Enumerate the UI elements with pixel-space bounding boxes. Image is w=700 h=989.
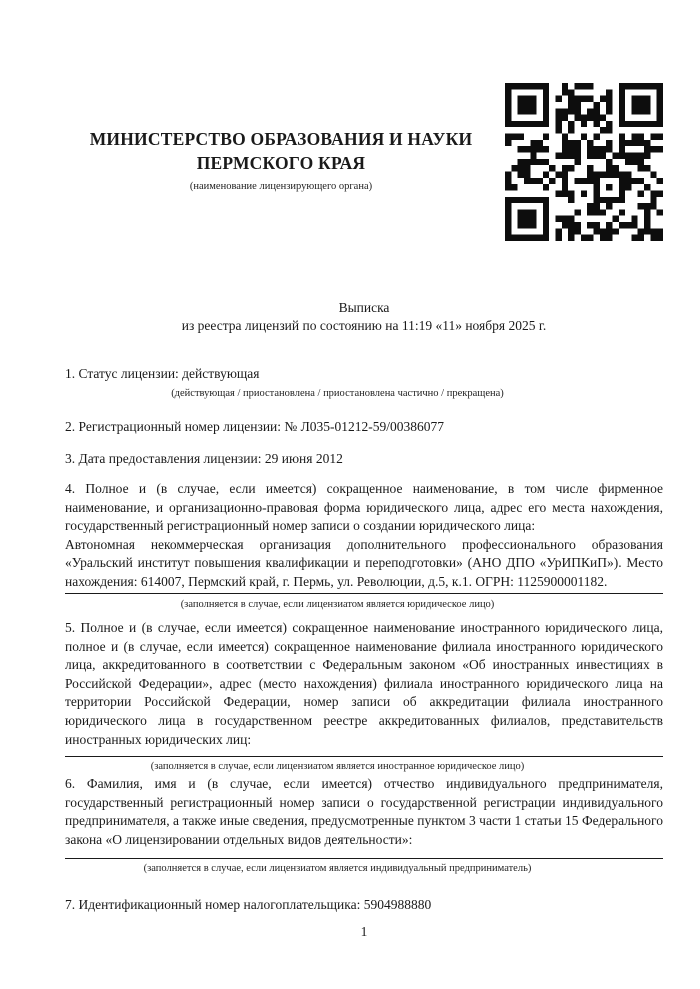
foreign-entity-blank-answer-line bbox=[65, 756, 663, 757]
licensing-authority-header bbox=[65, 127, 497, 193]
qr-code-icon bbox=[505, 83, 663, 241]
item-license-status bbox=[65, 365, 663, 400]
grant-date-text: 3. Дата предоставления лицензии: 29 июня 2012 bbox=[65, 451, 343, 466]
ministry-name-line2: ПЕРМСКОГО КРАЯ bbox=[196, 153, 366, 173]
individual-entrepreneur-blank-answer-line bbox=[65, 858, 663, 859]
foreign-entity-caption: (заполняется в случае, если лицензиатом является иностранное юридическое лицо) bbox=[150, 761, 525, 773]
ministry-caption: (наименование лицензирующего органа) bbox=[189, 181, 373, 192]
item-individual-entrepreneur bbox=[65, 775, 663, 875]
document-title-line1: Выписка bbox=[338, 300, 390, 315]
foreign-entity-question: 5. Полное и (в случае, если имеется) сокращенное наименование иностранного юридического лица, полное и (в случае, если имеется) сокращенное наименование филиала иностранного юридического лица, аккредитованного в соответствии с Федеральным законом «Об иностранных инвестициях в Российской Федерации», адрес (место нахождения) филиала иностранного юридического лица на территории Российской Федерации, номер записи об аккредитации филиала иностранного юридического лица в государственном реестре аккредитованных филиалов, представительств иностранных юридических лиц: bbox=[65, 620, 663, 747]
license-status-text: 1. Статус лицензии: действующая bbox=[65, 366, 260, 381]
document-title bbox=[65, 299, 663, 335]
qr-code bbox=[505, 83, 663, 241]
item-legal-entity bbox=[65, 480, 663, 611]
individual-entrepreneur-caption: (заполняется в случае, если лицензиатом является индивидуальный предприниматель) bbox=[143, 863, 532, 875]
item-foreign-entity bbox=[65, 619, 663, 773]
taxpayer-id-text: 7. Идентификационный номер налогоплательщика: 5904988880 bbox=[65, 897, 432, 912]
document-title-line2: из реестра лицензий по состоянию на 11:19 «11» ноября 2025 г. bbox=[181, 318, 547, 333]
page-number: 1 bbox=[360, 924, 368, 939]
registration-number-text: 2. Регистрационный номер лицензии: № Л035-01212-59/00386077 bbox=[65, 419, 445, 434]
item-grant-date bbox=[65, 450, 663, 469]
ministry-name-line1: МИНИСТЕРСТВО ОБРАЗОВАНИЯ И НАУКИ bbox=[89, 129, 473, 149]
item-taxpayer-id bbox=[65, 896, 663, 915]
license-status-caption: (действующая / приостановлена / приостановлена частично / прекращена) bbox=[171, 387, 504, 399]
legal-entity-caption: (заполняется в случае, если лицензиатом является юридическое лицо) bbox=[180, 598, 495, 610]
individual-entrepreneur-question: 6. Фамилия, имя и (в случае, если имеется) отчество индивидуального предпринимателя, государственный регистрационный номер записи о государственной регистрации индивидуального предпринимателя, а также иные сведения, предусмотренные пунктом 3 части 1 статьи 15 Федерального закона «О лицензировании отдельных видов деятельности»: bbox=[65, 776, 663, 847]
item-registration-number bbox=[65, 418, 663, 437]
legal-entity-question: 4. Полное и (в случае, если имеется) сокращенное наименование, в том числе фирменное наименование, и организационно-правовая форма юридического лица, адрес его места нахождения, государственный регистрационный номер записи о создании юридического лица: bbox=[65, 481, 663, 534]
legal-entity-answer: Автономная некоммерческая организация дополнительного профессионального образования «Уральский институт повышения квалификации и переподготовки» (АНО ДПО «УрИПКиП»). Место нахождения: 614007, Пермский край, г. Пермь, ул. Революции, д.5, к.1. ОГРН: 1125900001182. bbox=[65, 536, 663, 594]
